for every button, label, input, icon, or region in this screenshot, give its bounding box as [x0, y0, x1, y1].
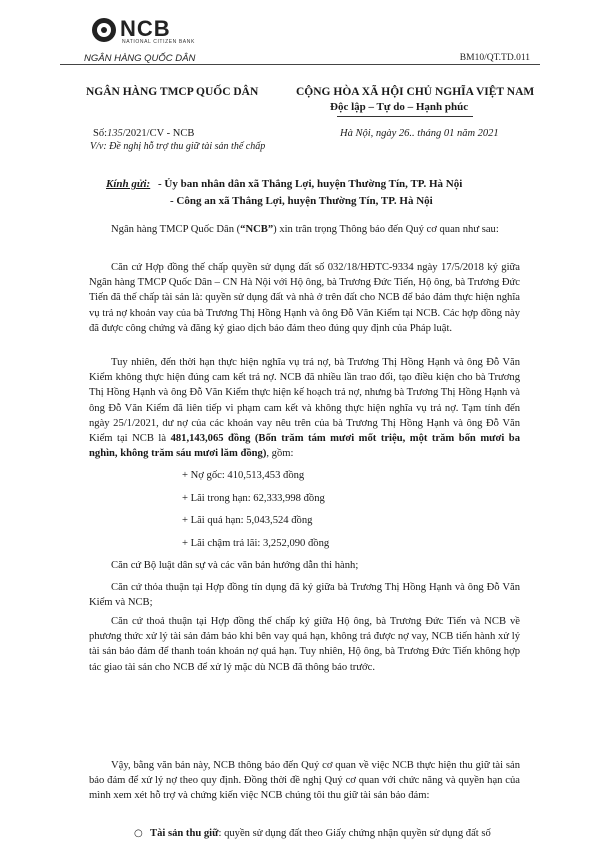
- national-motto: Độc lập – Tự do – Hạnh phúc: [330, 101, 469, 113]
- debt-item-late: + Lãi chậm trả lãi: 3,252,090 đồng: [182, 538, 330, 549]
- recipient-1: - Ủy ban nhân dân xã Thắng Lợi, huyện Thường Tín, TP. Hà Nội: [158, 178, 463, 190]
- logo-brand: NCB: [120, 16, 171, 41]
- paragraph-request: [89, 758, 520, 804]
- logo-bank-name: NGÂN HÀNG QUỐC DÂN: [84, 53, 196, 64]
- republic-title: CỘNG HÒA XÃ HỘI CHỦ NGHĨA VIỆT NAM: [296, 86, 535, 98]
- intro-text-a: Ngân hàng TMCP Quốc Dân (: [111, 224, 241, 235]
- date-prefix: Hà Nội, ngày: [340, 128, 399, 139]
- circle-bullet-icon: ○: [134, 828, 143, 839]
- paragraph-debt-text: Tuy nhiên, đến thời hạn thực hiện nghĩa vụ trả nợ, bà Trương Thị Hồng Hạnh và ông Đỗ Văn Kiểm không thực hiện đúng cam kết trả nợ. NCB đã nhiều lần trao đổi, tạo điều kiện cho bà Trương Thị Hồng Hạnh và ông Đỗ Văn Kiểm thực hiện kế hoạch trả nợ, nhưng bà Trương Thị Hồng Hạnh và ông Đỗ Văn Kiểm đã liên tiếp vi phạm cam kết và không thực hiện nghĩa vụ trả nợ. Tạm tính đến ngày 25/1/2021, dư nợ của các khoản vay nêu trên của bà Trương Thị Hồng Hạnh và ông Đỗ Văn Kiểm tại NCB là: [89, 357, 520, 445]
- number-suffix: /2021/CV - NCB: [122, 128, 195, 139]
- document-date: [340, 128, 499, 139]
- date-day: 26: [398, 128, 410, 139]
- paragraph-civil-code-text: Căn cứ Bộ luật dân sự và các văn bản hướng dẫn thi hành;: [111, 560, 359, 571]
- document-subject: V/v: Đề nghị hỗ trợ thu giữ tài sản thế chấp: [90, 141, 266, 152]
- ncb-logo: [62, 16, 212, 66]
- recipient-2: - Công an xã Thắng Lợi, huyện Thường Tín, TP. Hà Nội: [170, 195, 433, 207]
- date-suffix: .. tháng 01 năm 2021: [409, 128, 499, 139]
- issuer-name: NGÂN HÀNG TMCP QUỐC DÂN: [86, 86, 259, 98]
- paragraph-debt: [89, 355, 520, 461]
- intro-bold: “NCB”: [240, 224, 274, 235]
- asset-item: [134, 828, 491, 839]
- debt-total: 481,143,065 đồng (Bốn trăm tám mươi mốt triệu, một trăm bốn mươi ba nghìn, không trăm sáu mươi lăm đồng): [89, 433, 520, 460]
- paragraph-credit-contract: [89, 580, 520, 610]
- asset-label: Tài sản thu giữ: [150, 828, 219, 839]
- logo-tagline: NATIONAL CITIZEN BANK: [122, 39, 195, 45]
- debt-item-principal: + Nợ gốc: 410,513,453 đồng: [182, 470, 305, 481]
- paragraph-debt-tail: , gồm:: [266, 448, 294, 460]
- document-number: [93, 128, 194, 139]
- paragraph-contract-text: Căn cứ Hợp đồng thế chấp quyền sử dụng đất số 032/18/HĐTC-9334 ngày 17/5/2018 ký giữa Ngân hàng TMCP Quốc Dân – CN Hà Nội với Hộ ông, bà Trương Đức Tiến, Hộ ông, bà Trương Đức Tiến đã thế chấp tài sản là: quyền sử dụng đất và nhà ở trên đất cho NCB để bảo đảm thực hiện nghĩa vụ trả nợ khoản vay của bà Trương Thị Hồng Hạnh và ông Đỗ Văn Kiểm tại NCB. Các hợp đồng này đã được công chứng và đăng ký giao dịch bảo đảm theo đúng quy định của Pháp luật.: [89, 262, 520, 334]
- paragraph-collateral-text: Căn cứ thoả thuận tại Hợp đồng thế chấp ký giữa Hộ ông, bà Trương Đức Tiến và NCB về phương thức xử lý tài sản đảm bảo khi bên vay quá hạn, không trả được nợ vay, NCB tiến hành xử lý tài sản bảo đảm để thanh toán khoản nợ quá hạn. Tuy nhiên, Hộ ông, bà Trương Đức Tiến không hợp tác giao tài sản cho NCB để xử lý mặc dù NCB đã thông báo trước.: [89, 616, 520, 673]
- ncb-logo-mark-icon: [92, 18, 116, 42]
- header-divider: [60, 64, 540, 65]
- paragraph-credit-contract-text: Căn cứ thỏa thuận tại Hợp đồng tín dụng đã ký giữa bà Trương Thị Hồng Hạnh và ông Đỗ Văn Kiểm và NCB;: [89, 582, 520, 609]
- intro-text-b: ) xin trân trọng Thông báo đến Quý cơ quan như sau:: [273, 224, 499, 235]
- form-code: BM10/QT.TD.011: [459, 53, 530, 63]
- debt-item-overdue: + Lãi quá hạn: 5,043,524 đồng: [182, 515, 313, 526]
- handwritten-number: 135: [107, 128, 123, 139]
- number-prefix: Số:: [93, 128, 108, 139]
- intro-paragraph: [89, 222, 520, 237]
- paragraph-collateral: [89, 614, 520, 675]
- debt-item-interest: + Lãi trong hạn: 62,333,998 đồng: [182, 493, 325, 504]
- paragraph-request-text: Vậy, bằng văn bản này, NCB thông báo đến Quý cơ quan về việc NCB thực hiện thu giữ tài sản bảo đảm để xử lý nợ theo quy định. Đồng thời đề nghị Quý cơ quan với chức năng và quyền hạn của mình xem xét hỗ trợ và chứng kiến việc NCB chúng tôi thu giữ tài sản bảo đảm:: [89, 760, 520, 802]
- asset-text: : quyền sử dụng đất theo Giấy chứng nhận quyền sử dụng đất số: [218, 828, 491, 839]
- motto-underline: [337, 116, 473, 117]
- recipients-label: Kính gửi:: [106, 178, 151, 190]
- paragraph-contract: [89, 260, 520, 336]
- paragraph-civil-code: [89, 558, 520, 573]
